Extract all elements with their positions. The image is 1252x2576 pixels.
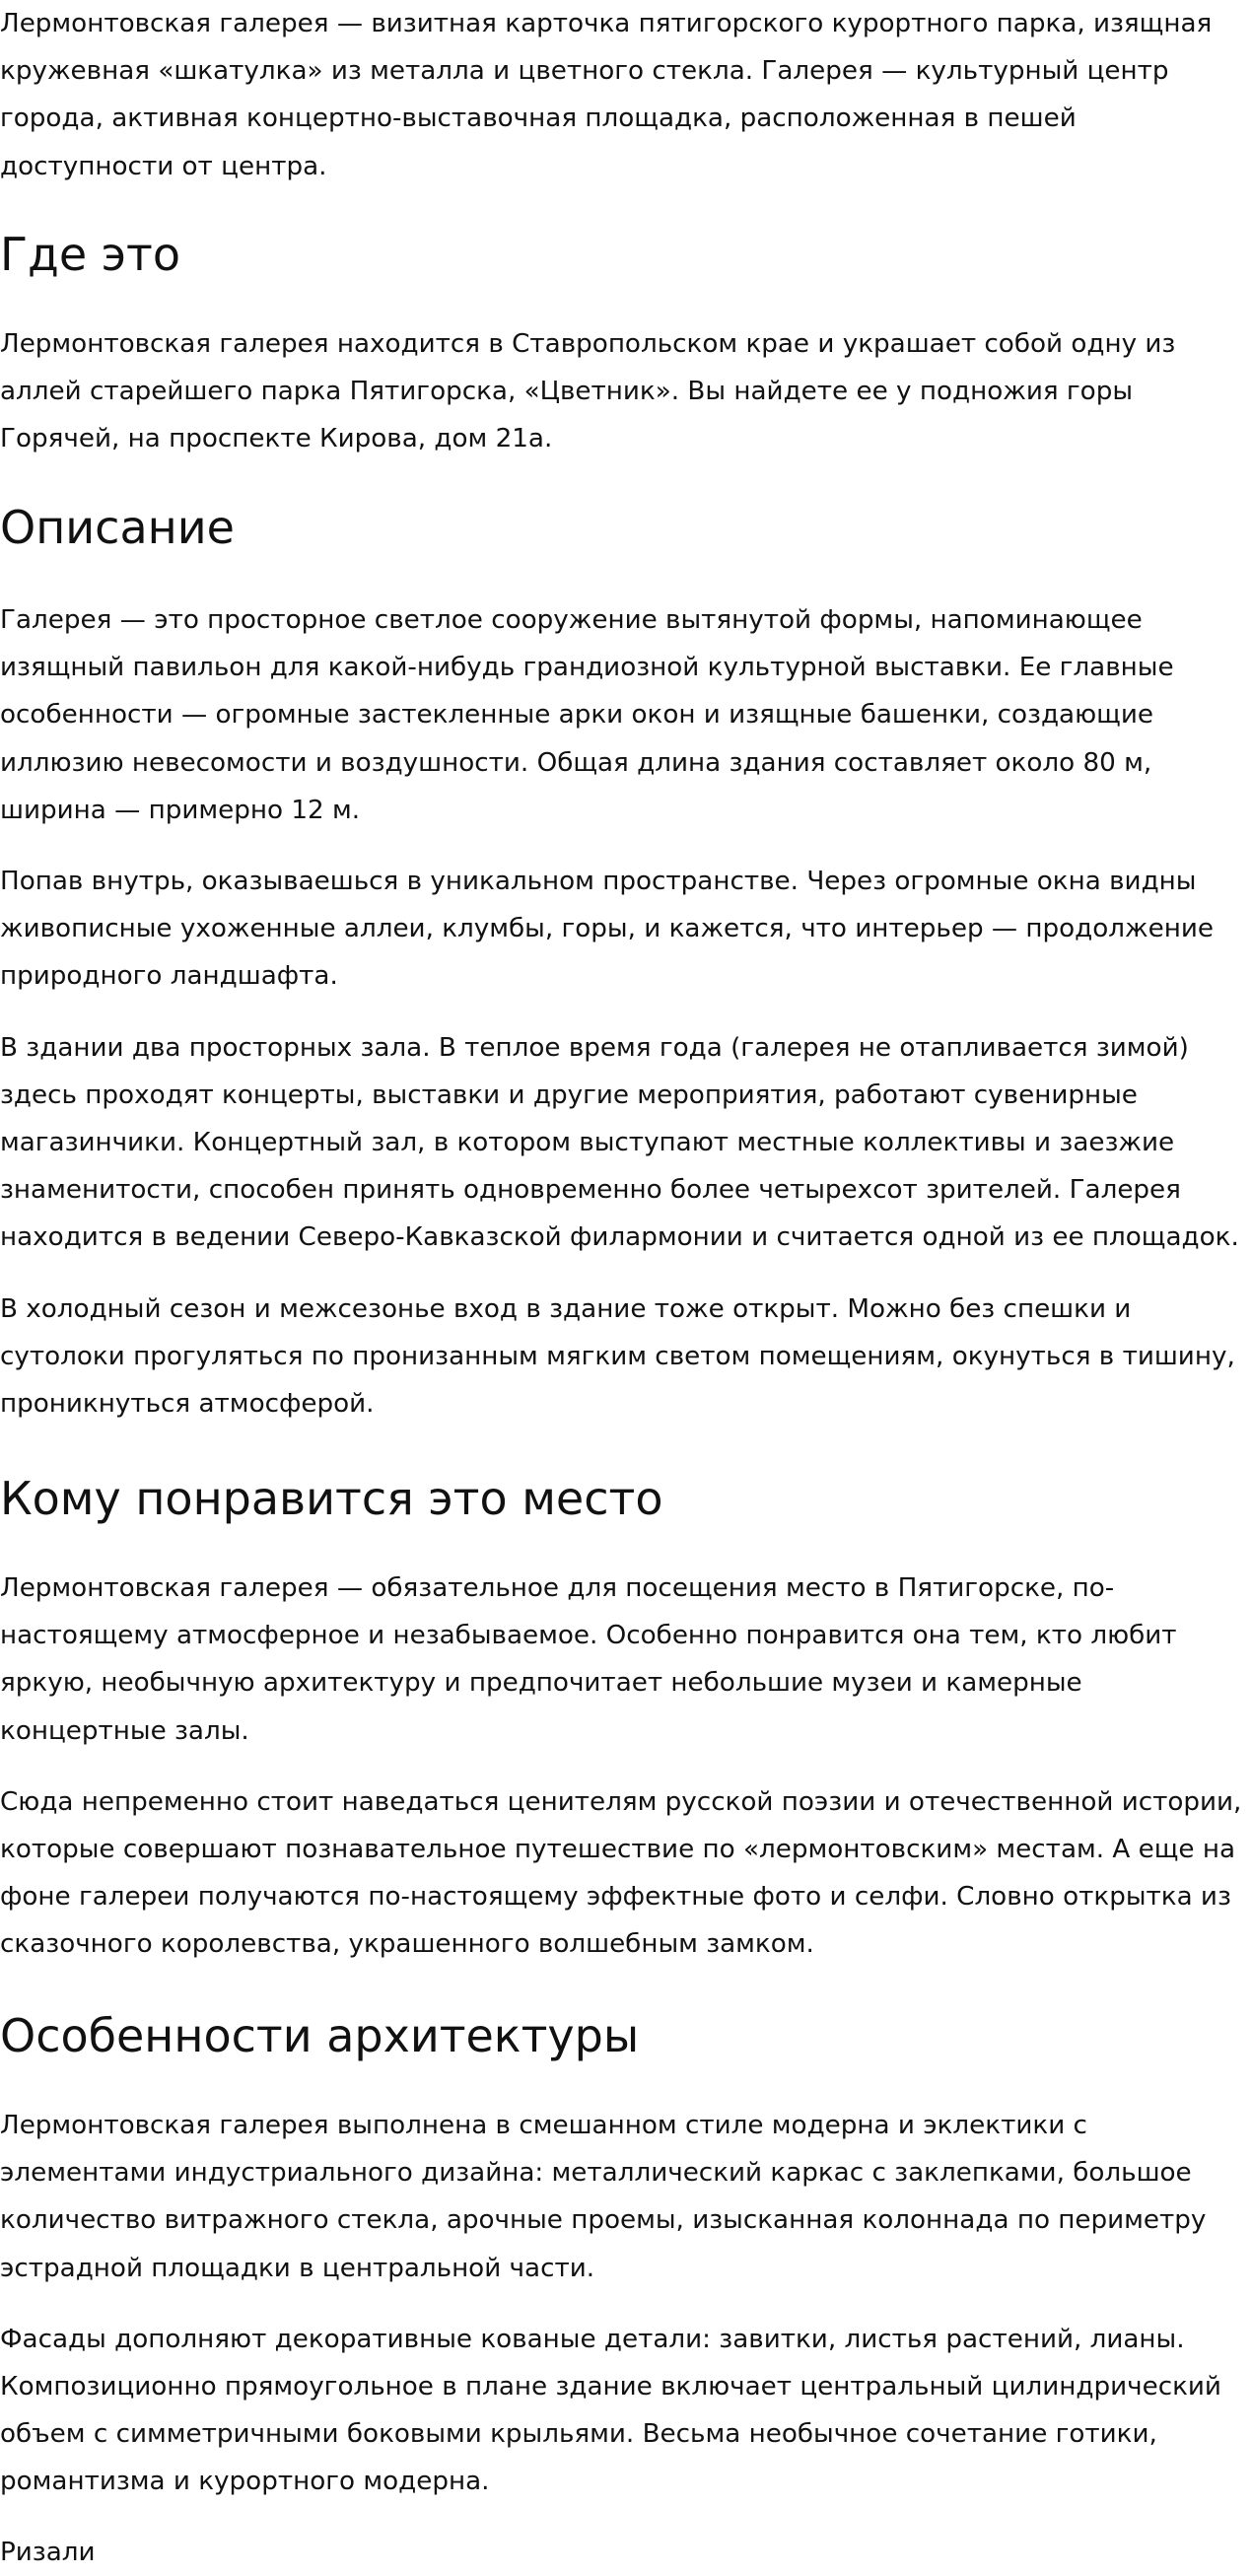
heading-architecture: Особенности архитектуры [0, 2009, 640, 2062]
description-paragraph: Галерея — это просторное светлое сооружение вытянутой формы, напоминающее изящный павильон для какой-нибудь грандиозной культурной выставки. Ее главные особенности — огромные застекленные арки окон и изящные башенки, создающие иллюзию невесомости и воздушности. Общая длина здания составляет около 80 м, ширина — примерно 12 м. [0, 605, 1174, 825]
description-paragraph: В здании два просторных зала. В теплое время года (галерея не отапливается зимой) здесь проходят концерты, выставки и другие мероприятия, работают сувенирные магазинчики. Концертный зал, в котором выступают местные коллективы и заезжие знаменитости, способен принять одновременно более четырехсот зрителей. Галерея находится в ведении Северо-Кавказской филармонии и считается одной из ее площадок. [0, 1032, 1239, 1253]
who-paragraph: Лермонтовская галерея — обязательное для посещения место в Пятигорске, по-настоящему атмосферное и незабываемое. Особенно понравится она тем, кто любит яркую, необычную архитектуру и предпочитает небольшие музеи и камерные концертные залы. [0, 1573, 1177, 1746]
who-paragraph: Сюда непременно стоит наведаться ценителям русской поэзии и отечественной истории, которые совершают познавательное путешествие по «лермонтовским» местам. А еще на фоне галереи получаются по-настоящему эффектные фото и селфи. Словно открытка из сказочного королевства, украшенного волшебным замком. [0, 1786, 1242, 1960]
architecture-paragraph: Фасады дополняют декоративные кованые детали: завитки, листья растений, лианы. Композиционно прямоугольное в плане здание включает центральный цилиндрический объем с симметричными боковыми крыльями. Весьма необычное сочетание готики, романтизма и курортного модерна. [0, 2324, 1221, 2497]
architecture-paragraph: Лермонтовская галерея выполнена в смешанном стиле модерна и эклектики с элементами индустриального дизайна: металлический каркас с заклепками, большое количество витражного стекла, арочные проемы, изысканная колоннада по периметру эстрадной площадки в центральной части. [0, 2111, 1207, 2283]
who-section [0, 1565, 1252, 1969]
description-paragraph: В холодный сезон и межсезонье вход в здание тоже открыт. Можно без спешки и сутолоки прогуляться по пронизанным мягким светом помещениям, окунуться в тишину, проникнуться атмосферой. [0, 1293, 1235, 1420]
heading-description: Описание [0, 501, 235, 554]
where-paragraph: Лермонтовская галерея находится в Ставропольском крае и украшает собой одну из аллей старейшего парка Пятигорска, «Цветник». Вы найдете ее у подножия горы Горячей, на проспекте Кирова, дом 21а. [0, 329, 1176, 454]
heading-who: Кому понравится это место [0, 1472, 663, 1525]
architecture-section [0, 2102, 1252, 2506]
rizali-paragraph: Ризали [0, 2538, 96, 2567]
description-paragraph: Попав внутрь, оказываешься в уникальном пространстве. Через огромные окна видны живописные ухоженные аллеи, клумбы, горы, и кажется, что интерьер — продолжение природного ландшафта. [0, 867, 1214, 992]
intro-paragraph: Лермонтовская галерея — визитная карточка пятигорского курортного парка, изящная кружевная «шкатулка» из металла и цветного стекла. Галерея — культурный центр города, активная концертно-выставочная площадка, расположенная в пешей доступности от центра. [0, 9, 1213, 181]
heading-where: Где это [0, 228, 180, 281]
description-section [0, 596, 1252, 1427]
